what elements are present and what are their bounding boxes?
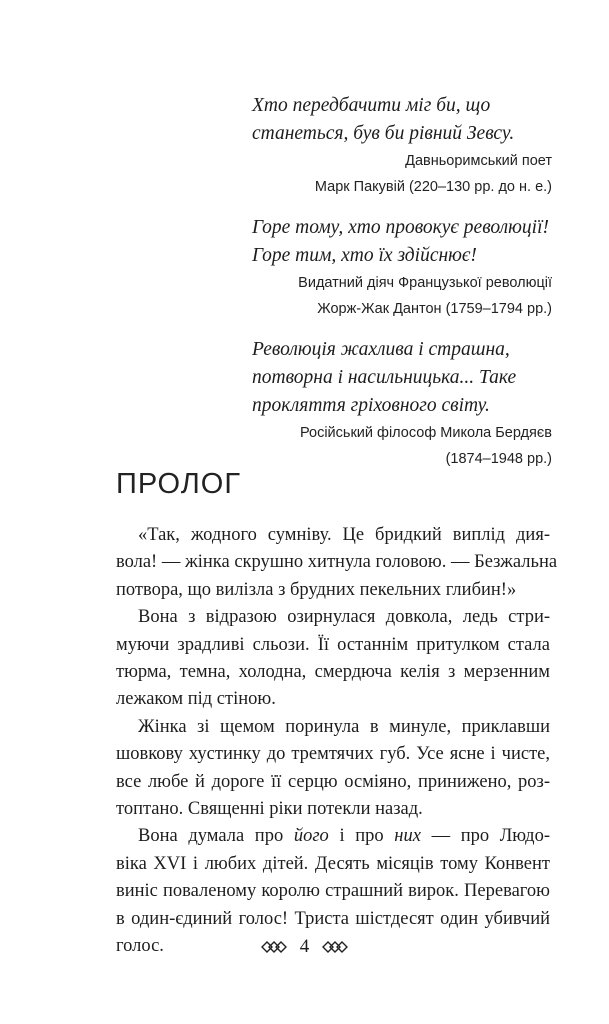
epigraph-2 bbox=[252, 214, 552, 322]
emphasis: його bbox=[293, 826, 329, 847]
text-line: в один-єдиний голос! Триста шістдесят один убивчий bbox=[116, 908, 550, 929]
text-line: «Так, жодного сумніву. Це бридкий виплід дия- bbox=[138, 525, 550, 545]
epigraph-1 bbox=[252, 92, 552, 200]
epigraph-attribution bbox=[252, 420, 552, 472]
page-footer bbox=[0, 936, 609, 958]
quote-line: Горе тому, хто провокує революції! bbox=[252, 217, 550, 238]
attribution-line: Російський філософ Микола Бердяєв bbox=[299, 425, 552, 441]
text-span: — про Людо- bbox=[420, 826, 550, 847]
page-number: 4 bbox=[299, 936, 310, 957]
attribution-line: (1874–1948 рр.) bbox=[445, 451, 552, 467]
paragraph-3 bbox=[116, 714, 550, 824]
attribution-line: Жорж-Жак Дантон (1759–1794 рр.) bbox=[317, 301, 552, 317]
epigraph-attribution bbox=[252, 148, 552, 200]
text-line: лежаком під стіною. bbox=[116, 689, 276, 710]
text-line: топтано. Священні ріки потекли назад. bbox=[116, 799, 423, 820]
quote-line: Революція жахлива і страшна, bbox=[252, 339, 510, 360]
quote-line: Горе тим, хто їх здійснює! bbox=[252, 245, 477, 266]
text-span: і про bbox=[328, 826, 395, 847]
text-line: Жінка зі щемом поринула в минуле, приклавши bbox=[138, 716, 550, 737]
attribution-line: Давньоримський поет bbox=[405, 153, 552, 169]
epigraph-quote bbox=[252, 92, 552, 148]
epigraph-quote bbox=[252, 336, 552, 420]
epigraph-3 bbox=[252, 336, 552, 472]
quote-line: прокляття гріховного світу. bbox=[252, 395, 490, 416]
text-span: Вона думала про bbox=[138, 826, 294, 847]
body-text bbox=[116, 522, 558, 961]
text-line: шовкову хустинку до тремтячих губ. Усе ясне і чисте, bbox=[116, 744, 550, 765]
epigraph-attribution bbox=[252, 270, 552, 322]
text-line bbox=[116, 823, 550, 850]
text-line: тюрма, темна, холодна, смердюча келія з мерзенним bbox=[116, 662, 550, 683]
text-line: потвора, що вилізла з брудних пекельних глибин!» bbox=[116, 579, 517, 600]
quote-line: потворна і насильницька... Таке bbox=[252, 367, 517, 388]
attribution-line: Видатний діяч Французької революції bbox=[298, 275, 552, 291]
text-line: виніс поваленому королю страшний вирок. Перевагою bbox=[116, 881, 550, 902]
text-line: віка XVI і любих дітей. Десять місяців тому Конвент bbox=[116, 853, 550, 874]
epigraphs bbox=[252, 92, 552, 486]
attribution-line: Марк Пакувій (220–130 рр. до н. е.) bbox=[314, 179, 552, 195]
text-line: голос. bbox=[116, 936, 164, 957]
chapter-title: ПРОЛОГ bbox=[116, 468, 242, 500]
text-line: Вона з відразою озирнулася довкола, ледь стри- bbox=[138, 607, 550, 628]
quote-line: Хто передбачити міг би, що bbox=[252, 95, 491, 116]
ornament-left-icon bbox=[260, 940, 290, 954]
text-line: муючи зрадливі сльози. Її останнім притулком стала bbox=[116, 634, 550, 655]
ornament-right-icon bbox=[319, 940, 349, 954]
text-line: вола! — жінка скрушно хитнула головою. — Безжальна bbox=[116, 552, 558, 573]
paragraph-1 bbox=[116, 522, 558, 604]
epigraph-quote bbox=[252, 214, 552, 270]
text-line: все любе й дороге її серцю осміяно, принижено, роз- bbox=[116, 771, 550, 792]
emphasis: них bbox=[394, 826, 421, 847]
paragraph-2 bbox=[116, 604, 550, 714]
quote-line: станеться, був би рівний Зевсу. bbox=[252, 123, 515, 144]
